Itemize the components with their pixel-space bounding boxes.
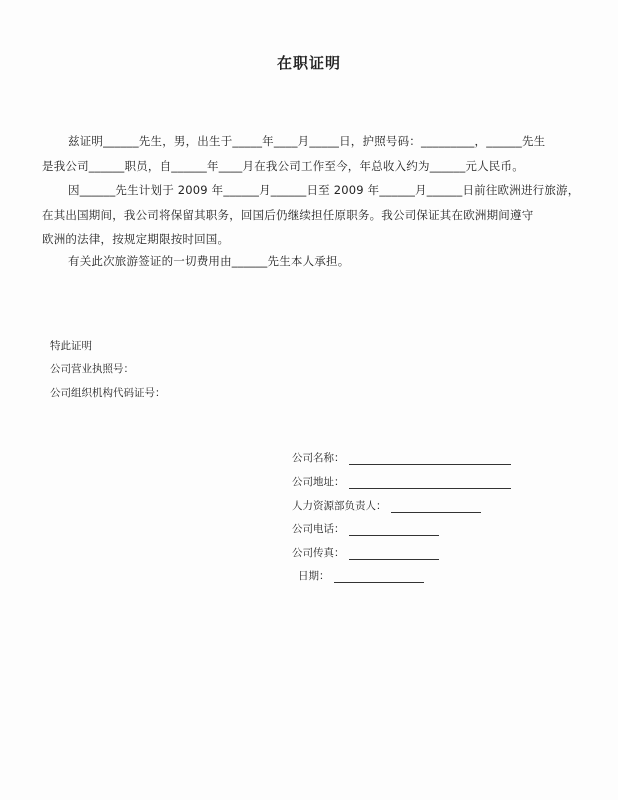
company-address-label: 公司地址：: [292, 476, 345, 488]
body-line-2: 是我公司______职员，自______年____月在我公司工作至今，年总收入约为______元人民币。: [42, 159, 524, 173]
body-line-3: 因______先生计划于 2009 年______月______日至 2009 年______月______日前往欧洲进行旅游，: [68, 183, 580, 197]
company-name-field: [292, 450, 511, 465]
body-line-4: 在其出国期间，我公司将保留其职务，回国后仍继续担任原职务。我公司保证其在欧洲期间遵守: [42, 208, 534, 222]
business-license-label: 公司营业执照号：: [50, 363, 134, 375]
company-fax-label: 公司传真：: [292, 547, 345, 559]
company-fax-field: [292, 545, 439, 560]
hr-manager-blank: [391, 500, 481, 513]
company-fax-blank: [349, 547, 439, 560]
body-line-5: 欧洲的法律，按规定期限按时回国。: [42, 232, 230, 246]
company-phone-blank: [349, 523, 439, 536]
company-address-field: [292, 474, 511, 489]
company-phone-label: 公司电话：: [292, 523, 345, 535]
org-code-label: 公司组织机构代码证号：: [50, 387, 166, 399]
company-name-label: 公司名称：: [292, 452, 345, 464]
hr-manager-field: [292, 498, 481, 513]
hr-manager-label: 人力资源部负责人：: [292, 500, 387, 512]
company-address-blank: [349, 476, 511, 489]
date-field: [298, 568, 424, 583]
company-phone-field: [292, 521, 439, 536]
company-name-blank: [349, 452, 511, 465]
document-title: 在职证明: [276, 54, 341, 72]
date-label: 日期：: [298, 570, 330, 582]
body-line-1: 兹证明______先生，男，出生于_____年____月_____日，护照号码：_________，______先生: [68, 134, 546, 148]
date-blank: [334, 570, 424, 583]
certify-closing: 特此证明: [50, 340, 92, 352]
body-line-6: 有关此次旅游签证的一切费用由______先生本人承担。: [68, 254, 350, 268]
